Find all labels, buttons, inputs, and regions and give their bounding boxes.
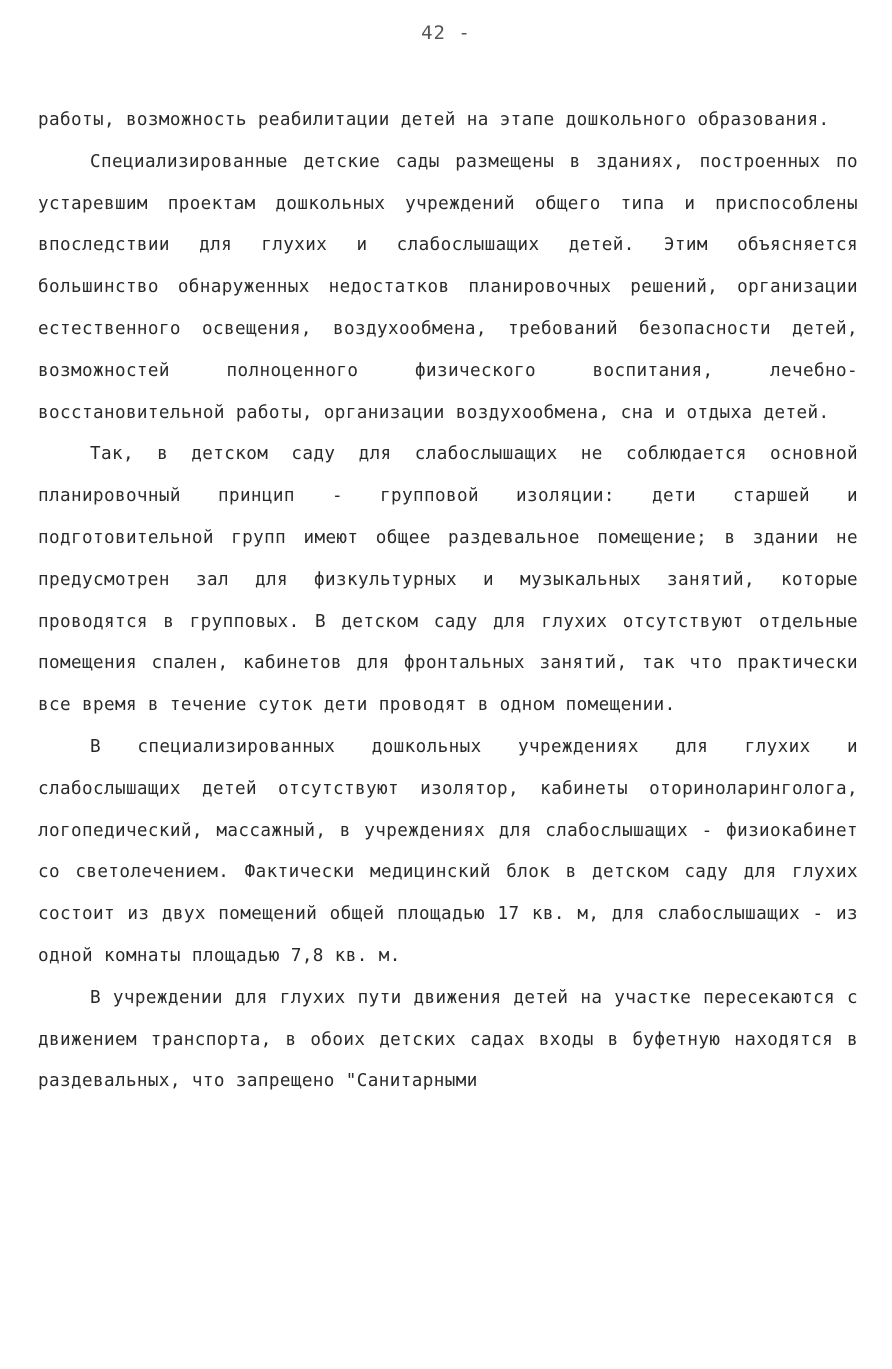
paragraph-4: В специализированных дошкольных учреждениях для глухих и слабослышащих детей отсутствуют изолятор, кабинеты оториноларинголога, логопедический, массажный, в учреждениях для слабослышащих - физиокабинет со светолечением. Фактически медицинский блок в детском саду для глухих состоит из двух помещений общей площадью 17 кв. м, для слабослышащих - из одной комнаты площадью 7,8 кв. м.	[38, 736, 858, 966]
body-text	[38, 100, 858, 1103]
paragraph-3: Так, в детском саду для слабослышащих не соблюдается основной планировочный принцип - групповой изоляции: дети старшей и подготовительной групп имеют общее раздевальное помещение; в здании не предусмотрен зал для физкультурных и музыкальных занятий, которые проводятся в групповых. В детском саду для глухих отсутствуют отдельные помещения спален, кабинетов для фронтальных занятий, так что практически все время в течение суток дети проводят в одном помещении.	[38, 444, 858, 716]
page-number: 42 -	[421, 22, 471, 44]
paragraph-1: работы, возможность реабилитации детей на этапе дошкольного образования.	[38, 110, 830, 130]
paragraph-2: Специализированные детские сады размещены в зданиях, построенных по устаревшим проектам дошкольных учреждений общего типа и приспособлены впоследствии для глухих и слабослышащих детей. Этим объясняется большинство обнаруженных недостатков планировочных решений, организации естественного освещения, воздухообмена, требований безопасности детей, возможностей полноценного физического воспитания, лечебно-восстановительной работы, организации воздухообмена, сна и отдыха детей.	[38, 151, 858, 423]
paragraph-5: В учреждении для глухих пути движения детей на участке пересекаются с движением транспорта, в обоих детских садах входы в буфетную находятся в раздевальных, что запрещено "Санитарными	[38, 987, 858, 1092]
